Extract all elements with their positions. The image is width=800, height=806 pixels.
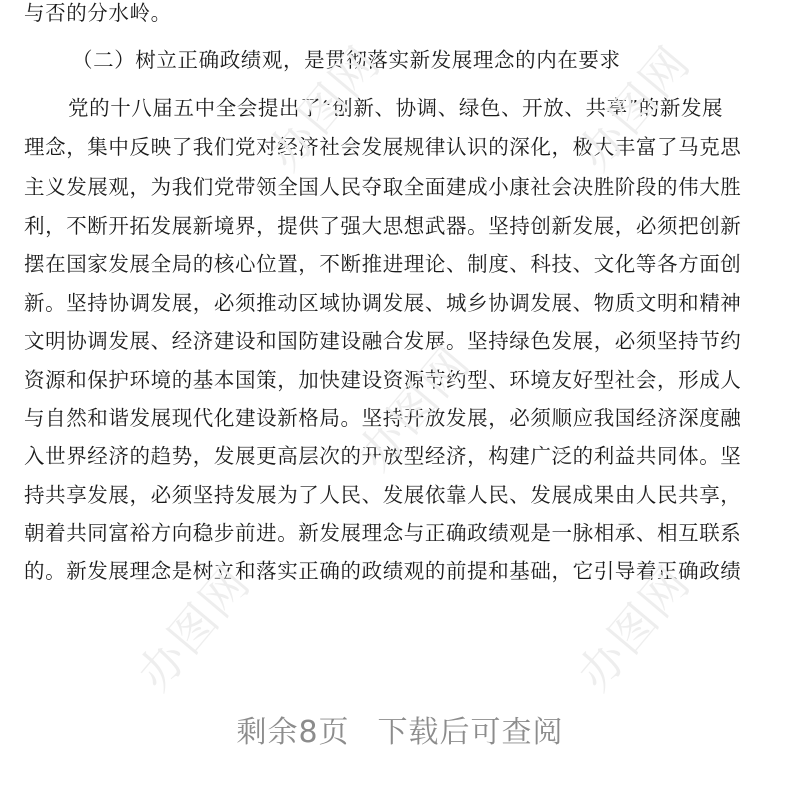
watermark-bottom-right: 办图网 [566,555,701,701]
text-line-10: 资源和保护环境的基本国策，加快建设资源节约型、环境友好型社会，形成人 [24,368,742,392]
text-line-9: 文明协调发展、经济建设和国防建设融合发展。坚持绿色发展，必须坚持节约 [24,329,742,353]
watermark-bottom-left: 办图网 [126,555,261,701]
remaining-pages-label: 剩余8页 [236,715,350,750]
text-line-15: 的。新发展理念是树立和落实正确的政绩观的前提和基础，它引导着正确政绩 [24,559,742,583]
text-line-3: 党的十八届五中全会提出了“创新、协调、绿色、开放、共享”的新发展 [68,96,724,120]
watermark-middle: 办图网 [346,335,481,481]
text-line-13: 持共享发展，必须坚持发展为了人民、发展依靠人民、发展成果由人民共享， [24,483,742,507]
text-line-4: 理念，集中反映了我们党对经济社会发展规律认识的深化，极大丰富了马克思 [24,135,742,159]
section-heading: （二）树立正确政绩观，是贯彻落实新发展理念的内在要求 [72,48,621,72]
download-prompt[interactable] [0,707,800,751]
text-line-1: 与否的分水岭。 [24,1,172,25]
text-line-11: 与自然和谐发展现代化建设新格局。坚持开放发展，必须顺应我国经济深度融 [24,406,742,430]
watermark-top-center: 办图网 [256,35,391,181]
text-line-12: 入世界经济的趋势，发展更高层次的开放型经济，构建广泛的利益共同体。坚 [24,444,742,468]
text-line-7: 摆在国家发展全局的核心位置，不断推进理论、制度、科技、文化等各方面创 [24,252,742,276]
watermark-top-right: 办图网 [566,35,701,181]
text-line-6: 利，不断开拓发展新境界，提供了强大思想武器。坚持创新发展，必须把创新 [24,214,742,238]
text-line-5: 主义发展观，为我们党带领全国人民夺取全面建成小康社会决胜阶段的伟大胜 [24,175,742,199]
text-line-14: 朝着共同富裕方向稳步前进。新发展理念与正确政绩观是一脉相承、相互联系 [24,521,742,545]
text-line-8: 新。坚持协调发展，必须推动区域协调发展、城乡协调发展、物质文明和精神 [24,291,742,315]
download-hint-label: 下载后可查阅 [377,715,564,750]
